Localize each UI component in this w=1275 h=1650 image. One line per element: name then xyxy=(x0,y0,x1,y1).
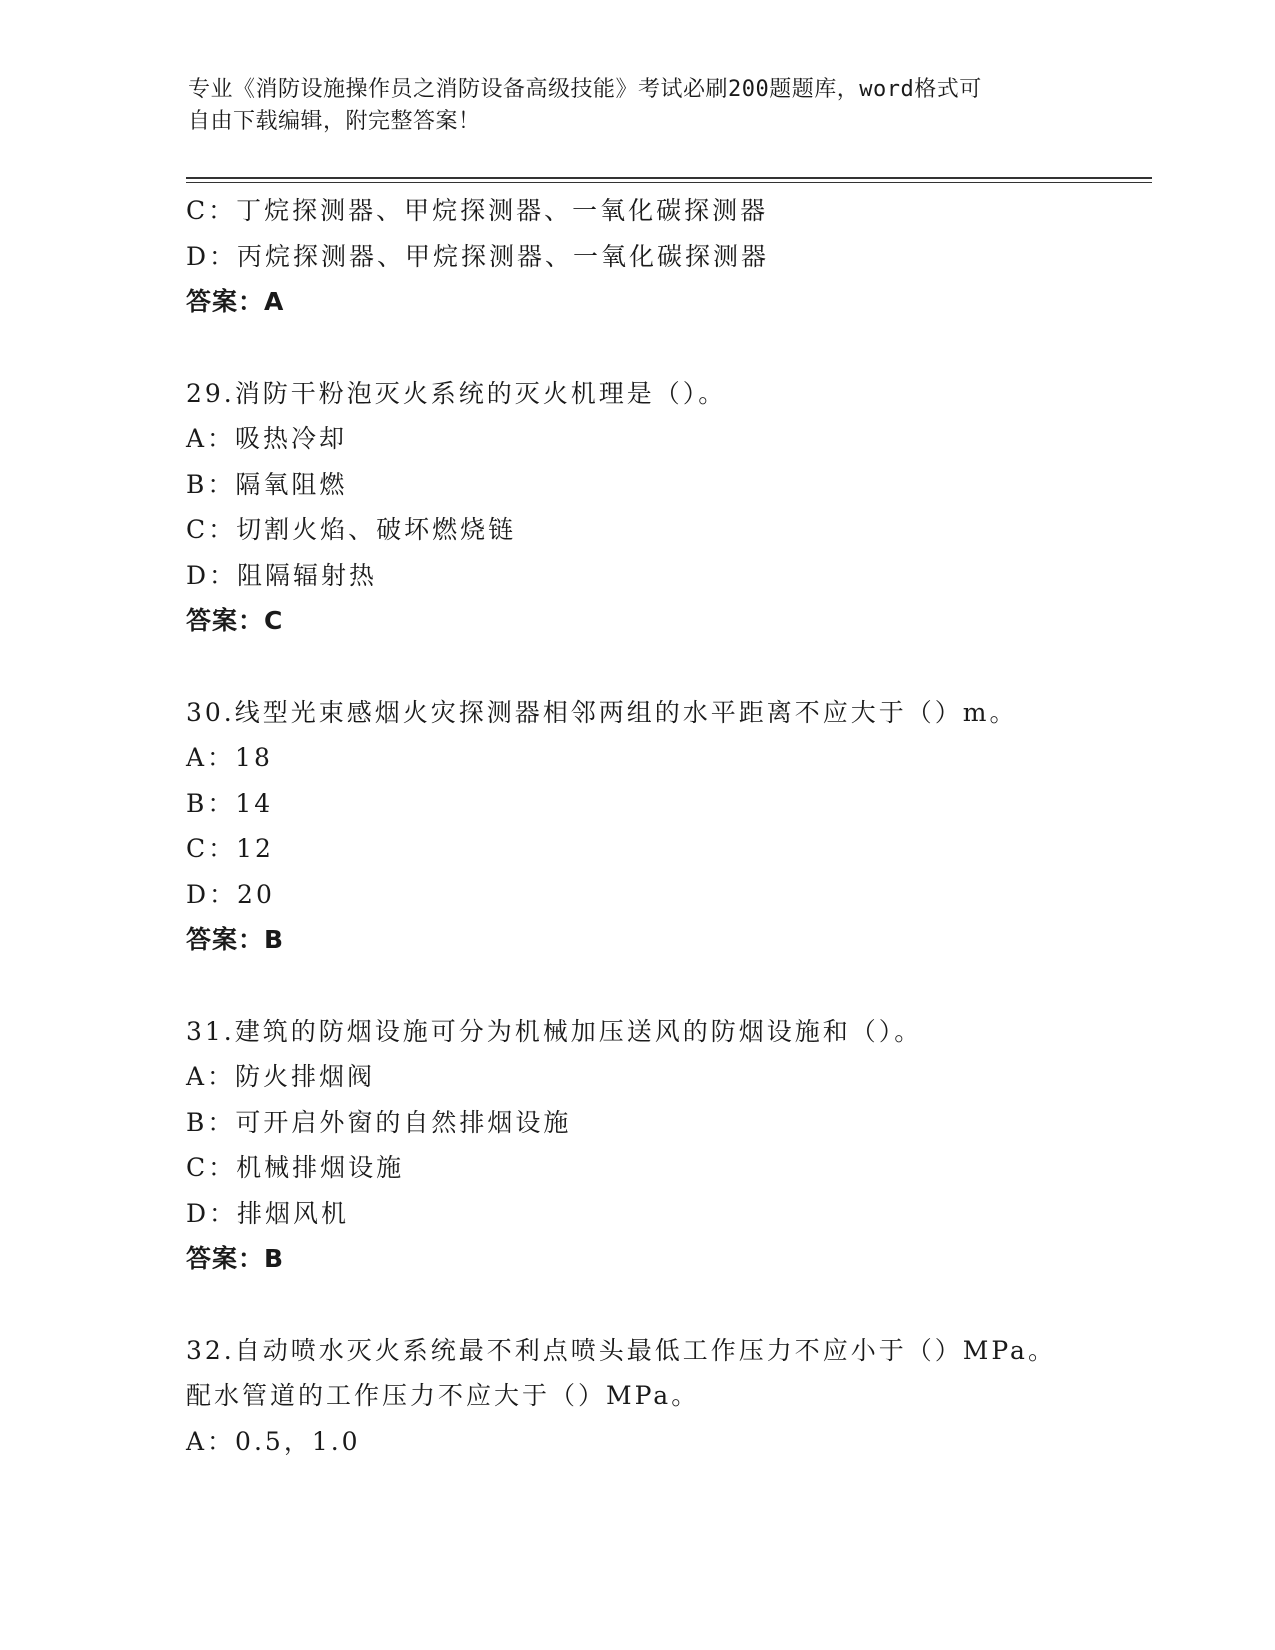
option-d: D：丙烷探测器、甲烷探测器、一氧化碳探测器 xyxy=(186,241,770,271)
option-c: C：丁烷探测器、甲烷探测器、一氧化碳探测器 xyxy=(186,196,769,225)
option-d: D：排烟风机 xyxy=(186,1198,350,1228)
question-stem-continued: 配水管道的工作压力不应大于（）MPa。 xyxy=(186,1381,700,1410)
header-title-line-2: 自由下载编辑，附完整答案！ xyxy=(188,109,481,134)
answer: 答案：B xyxy=(186,925,285,954)
spacer xyxy=(186,325,1146,371)
question-30 xyxy=(186,690,1146,963)
option-a: A：0.5，1.0 xyxy=(186,1426,361,1456)
option-a: A：吸热冷却 xyxy=(186,424,348,453)
option-b: B：14 xyxy=(186,788,274,818)
header-rule-thick xyxy=(186,177,1152,179)
question-32 xyxy=(186,1328,1146,1465)
option-a: A：防火排烟阀 xyxy=(186,1062,376,1091)
option-b: B：可开启外窗的自然排烟设施 xyxy=(186,1107,572,1137)
option-c: C：机械排烟设施 xyxy=(186,1153,405,1182)
option-a: A：18 xyxy=(186,743,273,772)
question-29 xyxy=(186,371,1146,644)
answer: 答案：A xyxy=(186,287,285,316)
question-stem: 29.消防干粉泡灭火系统的灭火机理是（）。 xyxy=(186,378,727,408)
spacer xyxy=(186,963,1146,1009)
question-stem: 31.建筑的防烟设施可分为机械加压送风的防烟设施和（）。 xyxy=(186,1016,923,1046)
spacer xyxy=(186,1282,1146,1328)
option-c: C：12 xyxy=(186,834,274,863)
header-rule-thin xyxy=(186,182,1152,183)
question-stem: 30.线型光束感烟火灾探测器相邻两组的水平距离不应大于（）m。 xyxy=(186,697,1018,727)
header-title-line-1: 专业《消防设施操作员之消防设备高级技能》考试必刷200题题库，word格式可 xyxy=(188,77,982,102)
question-list xyxy=(186,188,1146,1464)
answer: 答案：B xyxy=(186,1244,285,1273)
option-b: B：隔氧阻燃 xyxy=(186,469,348,499)
option-c: C：切割火焰、破坏燃烧链 xyxy=(186,515,517,544)
page-header xyxy=(188,74,1068,138)
question-28-tail xyxy=(186,188,1146,325)
option-d: D：20 xyxy=(186,879,275,909)
spacer xyxy=(186,644,1146,690)
question-31 xyxy=(186,1009,1146,1282)
answer: 答案：C xyxy=(186,606,284,635)
question-stem: 32.自动喷水灭火系统最不利点喷头最低工作压力不应小于（）MPa。 xyxy=(186,1335,1056,1365)
option-d: D：阻隔辐射热 xyxy=(186,560,378,590)
